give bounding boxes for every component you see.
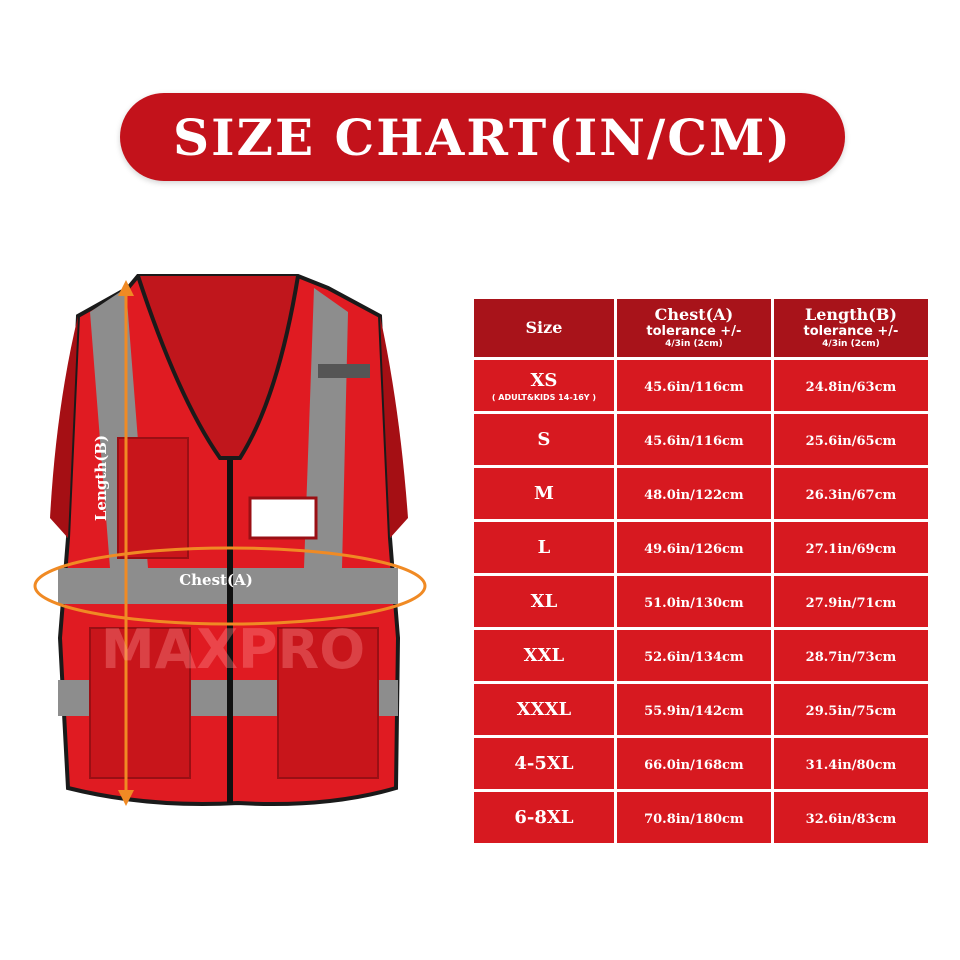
cell-length (774, 360, 928, 411)
length-value: 29.5in/75cm (805, 704, 897, 719)
header-chest-sub: 4/3in (2cm) (665, 339, 723, 349)
header-chest-label: Chest(A) (654, 305, 734, 324)
watermark-logo: MAXPRO (100, 618, 366, 681)
header-size-label: Size (525, 318, 563, 337)
length-value: 27.1in/69cm (805, 542, 897, 557)
length-value: 24.8in/63cm (805, 380, 897, 395)
cell-length (774, 576, 928, 627)
cell-size (474, 576, 614, 627)
header-length-tolerance: tolerance +/- (803, 324, 899, 339)
cell-chest (617, 630, 771, 681)
size-value: XS (530, 369, 558, 391)
size-value: XXL (523, 645, 565, 666)
size-value: M (533, 483, 554, 504)
table-row (474, 414, 928, 465)
chest-value: 49.6in/126cm (644, 542, 744, 557)
size-table (471, 296, 931, 846)
cell-size (474, 630, 614, 681)
length-value: 27.9in/71cm (805, 596, 897, 611)
id-window (250, 498, 316, 538)
size-value: XXXL (516, 699, 572, 720)
header-chest (617, 299, 771, 357)
cell-chest (617, 414, 771, 465)
cell-chest (617, 468, 771, 519)
length-label: Length(B) (92, 434, 110, 522)
table-row (474, 468, 928, 519)
cell-length (774, 738, 928, 789)
chest-value: 52.6in/134cm (644, 650, 744, 665)
size-value: 4-5XL (514, 753, 574, 774)
length-value: 25.6in/65cm (805, 434, 897, 449)
cell-chest (617, 360, 771, 411)
chest-pocket-left (118, 438, 188, 558)
size-value: S (537, 429, 551, 450)
chest-value: 55.9in/142cm (644, 704, 744, 719)
chest-value: 66.0in/168cm (644, 758, 744, 773)
header-length (774, 299, 928, 357)
table-row (474, 684, 928, 735)
cell-size (474, 468, 614, 519)
cell-length (774, 414, 928, 465)
cell-size (474, 414, 614, 465)
cell-chest (617, 576, 771, 627)
size-value: XL (530, 591, 558, 612)
table-row (474, 522, 928, 573)
length-value: 26.3in/67cm (805, 488, 897, 503)
pen-slot (318, 364, 370, 378)
chest-label: Chest(A) (179, 571, 253, 589)
table-row (474, 792, 928, 843)
cell-size (474, 738, 614, 789)
cell-size (474, 792, 614, 843)
length-value: 28.7in/73cm (805, 650, 897, 665)
table-row (474, 738, 928, 789)
cell-chest (617, 792, 771, 843)
cell-length (774, 684, 928, 735)
chest-value: 45.6in/116cm (644, 434, 744, 449)
table-header-row (474, 299, 928, 357)
chest-value: 70.8in/180cm (644, 812, 744, 827)
cell-length (774, 792, 928, 843)
cell-chest (617, 738, 771, 789)
vest-drawing (28, 268, 438, 828)
size-note: ( ADULT&KIDS 14-16Y ) (491, 392, 597, 402)
length-value: 31.4in/80cm (805, 758, 897, 773)
chest-value: 45.6in/116cm (644, 380, 744, 395)
cell-length (774, 630, 928, 681)
header-chest-tolerance: tolerance +/- (646, 324, 742, 339)
cell-size (474, 684, 614, 735)
cell-length (774, 468, 928, 519)
chest-value: 48.0in/122cm (644, 488, 744, 503)
table-row (474, 630, 928, 681)
title-banner (120, 93, 845, 181)
length-value: 32.6in/83cm (805, 812, 897, 827)
cell-length (774, 522, 928, 573)
size-value: 6-8XL (514, 807, 574, 828)
chest-value: 51.0in/130cm (644, 596, 744, 611)
cell-size (474, 360, 614, 411)
header-length-label: Length(B) (804, 305, 897, 324)
page-title: SIZE CHART(IN/CM) (172, 107, 793, 167)
header-size (474, 299, 614, 357)
cell-size (474, 522, 614, 573)
cell-chest (617, 522, 771, 573)
cell-chest (617, 684, 771, 735)
table-row (474, 360, 928, 411)
vest-illustration (28, 268, 438, 828)
table-row (474, 576, 928, 627)
size-value: L (537, 537, 551, 558)
header-length-sub: 4/3in (2cm) (822, 339, 880, 349)
